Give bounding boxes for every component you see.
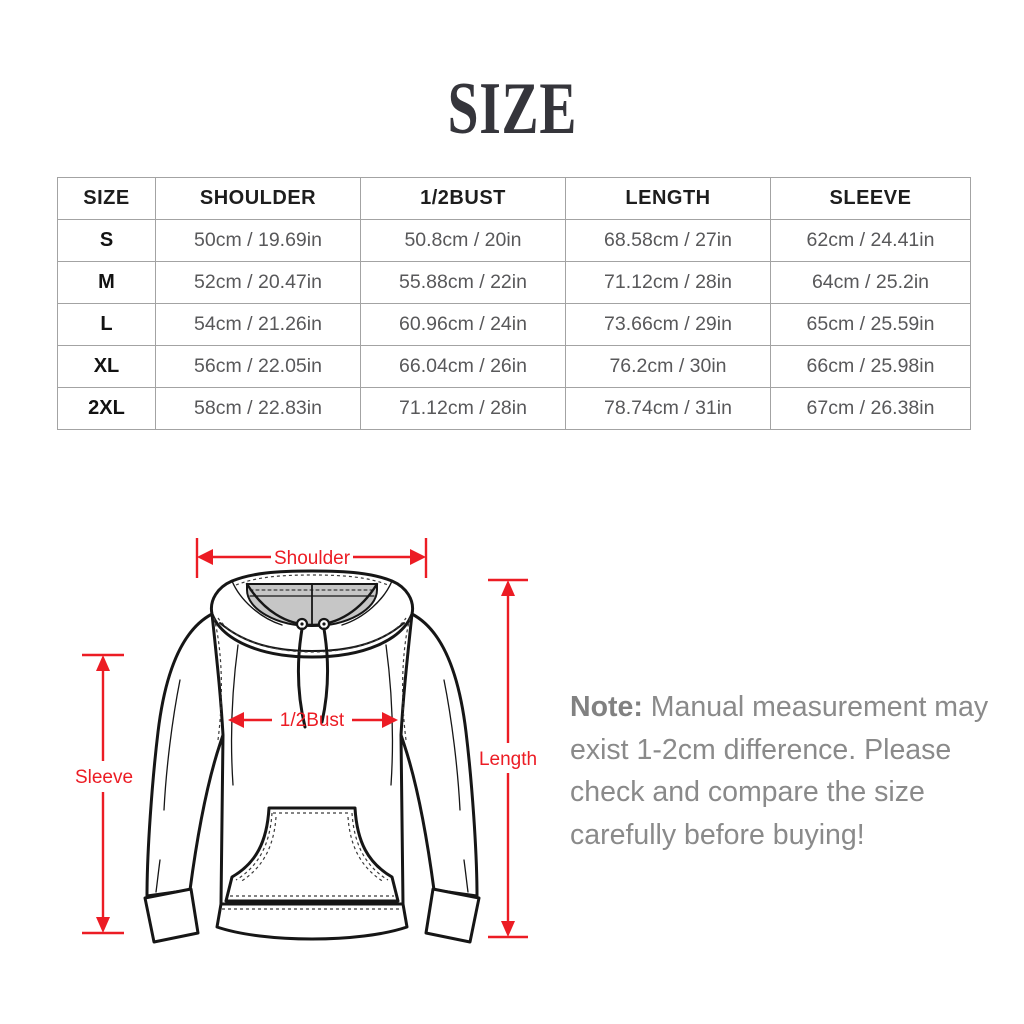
col-header-bust: 1/2BUST <box>361 178 566 220</box>
cell-size: 2XL <box>58 388 156 430</box>
col-header-sleeve: SLEEVE <box>771 178 971 220</box>
cell-length: 73.66cm / 29in <box>566 304 771 346</box>
cell-bust: 50.8cm / 20in <box>361 220 566 262</box>
cell-bust: 66.04cm / 26in <box>361 346 566 388</box>
page-title: SIZE <box>447 68 577 150</box>
cell-bust: 55.88cm / 22in <box>361 262 566 304</box>
size-table <box>57 177 971 430</box>
note-line: carefully before buying! <box>570 818 865 851</box>
col-header-length: LENGTH <box>566 178 771 220</box>
cell-shoulder: 54cm / 21.26in <box>156 304 361 346</box>
cell-length: 68.58cm / 27in <box>566 220 771 262</box>
cell-shoulder: 58cm / 22.83in <box>156 388 361 430</box>
right-cuff <box>426 889 479 942</box>
length-label: Length <box>478 749 538 770</box>
page-title-wrap <box>0 68 1024 150</box>
cell-bust: 60.96cm / 24in <box>361 304 566 346</box>
note-text: Manual measurement may <box>642 691 989 723</box>
cell-sleeve: 67cm / 26.38in <box>771 388 971 430</box>
shoulder-label: Shoulder <box>273 548 351 569</box>
table-header-row <box>58 178 971 220</box>
left-cuff <box>145 889 198 942</box>
cell-length: 76.2cm / 30in <box>566 346 771 388</box>
note <box>570 686 1010 856</box>
sleeve-label: Sleeve <box>74 767 134 788</box>
cell-size: S <box>58 220 156 262</box>
cell-sleeve: 65cm / 25.59in <box>771 304 971 346</box>
cell-size: L <box>58 304 156 346</box>
note-label: Note: <box>570 691 643 723</box>
cell-shoulder: 52cm / 20.47in <box>156 262 361 304</box>
bust-label: 1/2Bust <box>279 710 345 731</box>
table-row <box>58 346 971 388</box>
table-row <box>58 262 971 304</box>
note-line <box>570 686 1010 729</box>
cell-size: M <box>58 262 156 304</box>
cell-length: 71.12cm / 28in <box>566 262 771 304</box>
cell-shoulder: 50cm / 19.69in <box>156 220 361 262</box>
cell-sleeve: 66cm / 25.98in <box>771 346 971 388</box>
hoodie-measurement-diagram <box>60 530 540 1010</box>
cell-sleeve: 64cm / 25.2in <box>771 262 971 304</box>
hood <box>211 571 412 657</box>
table-row <box>58 388 971 430</box>
cell-length: 78.74cm / 31in <box>566 388 771 430</box>
cell-sleeve: 62cm / 24.41in <box>771 220 971 262</box>
note-line: check and compare the size <box>570 776 925 808</box>
table-row <box>58 220 971 262</box>
note-line: exist 1-2cm difference. Please <box>570 733 952 766</box>
col-header-size: SIZE <box>58 178 156 220</box>
col-header-shoulder: SHOULDER <box>156 178 361 220</box>
cell-size: XL <box>58 346 156 388</box>
table-row <box>58 304 971 346</box>
right-sleeve <box>400 614 477 896</box>
cell-bust: 71.12cm / 28in <box>361 388 566 430</box>
cell-shoulder: 56cm / 22.05in <box>156 346 361 388</box>
left-sleeve <box>147 614 224 896</box>
